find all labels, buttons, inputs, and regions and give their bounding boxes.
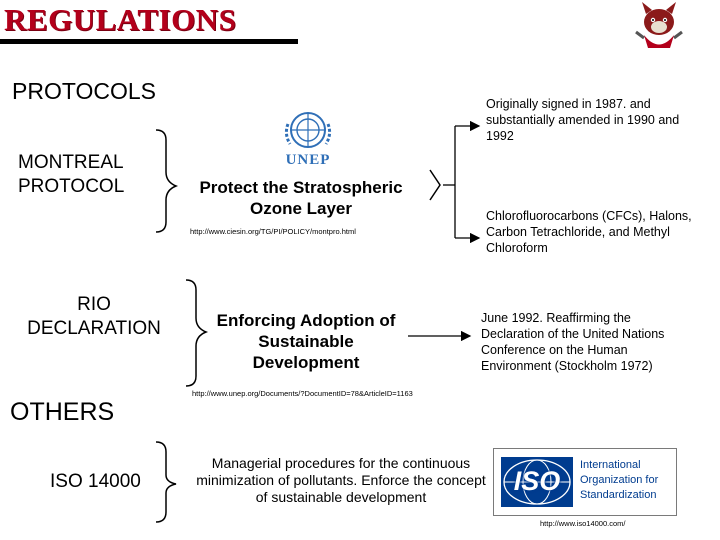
iso-logo-line2: Organization for — [580, 474, 659, 486]
montreal-goal-line2: Ozone Layer — [249, 199, 353, 218]
iso-logo-line3: Standardization — [580, 489, 657, 501]
montreal-goal — [176, 177, 426, 219]
others-heading: OTHERS — [10, 398, 115, 426]
rio-goal-line3: Development — [252, 353, 360, 372]
unep-logo-text: UNEP — [285, 152, 331, 168]
iso-14000-label: ISO 14000 — [50, 471, 141, 492]
montreal-substances-note: Chlorofluorocarbons (CFCs), Halons, Carbon Tetrachloride, and Methyl Chloroform — [486, 209, 692, 255]
montreal-label-line2: PROTOCOL — [18, 176, 125, 197]
iso-logo-name — [580, 458, 658, 503]
iso-url-link[interactable]: http://www.iso14000.com/ — [540, 519, 626, 528]
rio-goal — [204, 310, 408, 373]
montreal-goal-line1: Protect the Stratospheric — [199, 178, 403, 197]
iso-logo — [493, 448, 677, 516]
iso-logo-line1: International — [580, 459, 641, 471]
rio-goal-line2: Sustainable — [258, 332, 354, 351]
slide-title: REGULATIONS — [4, 2, 237, 37]
rio-label-line1: RIO — [77, 294, 111, 315]
rio-declaration-label — [8, 293, 180, 341]
rio-label-line2: DECLARATION — [27, 318, 161, 339]
iso-description: Managerial procedures for the continuous minimization of pollutants. Enforce the concept of sustainable development — [196, 455, 486, 505]
montreal-signed-note: Originally signed in 1987. and substantially amended in 1990 and 1992 — [486, 97, 680, 143]
rio-note: June 1992. Reaffirming the Declaration of the United Nations Conference on the Human Environment (Stockholm 1972) — [481, 311, 665, 373]
montreal-url-link[interactable]: http://www.ciesin.org/TG/PI/POLICY/montpro.html — [190, 227, 356, 236]
rio-url-link[interactable]: http://www.unep.org/Documents/?DocumentID=78&ArticleID=1163 — [192, 389, 413, 398]
protocols-heading: PROTOCOLS — [12, 78, 156, 104]
rio-goal-line1: Enforcing Adoption of — [216, 311, 396, 330]
montreal-label-line1: MONTREAL — [18, 152, 124, 173]
iso-logo-abbrev: ISO — [513, 466, 561, 496]
montreal-protocol-label — [18, 151, 158, 199]
